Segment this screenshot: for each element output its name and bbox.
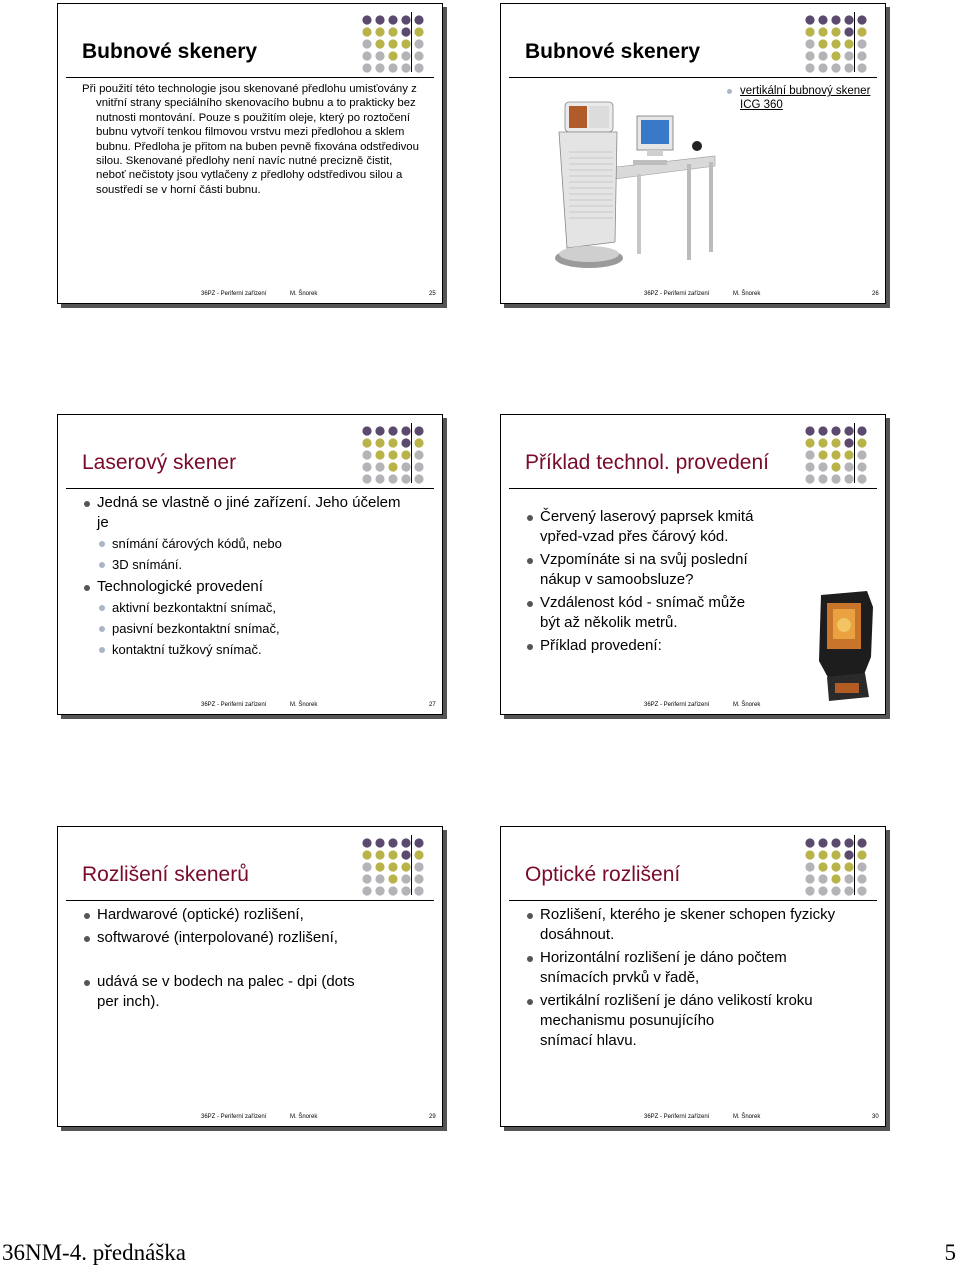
dot-icon <box>362 862 371 871</box>
dot-icon <box>375 426 384 435</box>
dot-icon <box>805 474 814 483</box>
dot-icon <box>831 438 840 447</box>
decorative-dots-icon <box>803 14 873 74</box>
divider <box>411 423 412 483</box>
dot-icon <box>818 450 827 459</box>
item-text: per inch). <box>97 993 160 1010</box>
dot-icon <box>388 474 397 483</box>
dot-icon <box>857 39 866 48</box>
dot-icon <box>831 15 840 24</box>
dot-icon <box>362 51 371 60</box>
dot-icon <box>831 51 840 60</box>
slide-body <box>525 507 815 659</box>
slide-title: Bubnové skenery <box>82 40 258 63</box>
dot-icon <box>362 39 371 48</box>
dot-icon <box>401 450 410 459</box>
list-item <box>82 577 438 658</box>
dot-icon <box>401 63 410 72</box>
dot-icon <box>414 426 423 435</box>
divider <box>854 12 855 72</box>
item-text: Červený laserový paprsek kmitá <box>540 508 754 525</box>
footer-course: 36PZ - Periferní zařízení <box>644 291 710 297</box>
item-text: Horizontální rozlišení je dáno počtem <box>540 949 787 966</box>
dot-icon <box>375 874 384 883</box>
dot-icon <box>388 15 397 24</box>
footer-page: 30 <box>872 1114 879 1120</box>
scanner-caption <box>725 84 870 112</box>
item-text: vertikální rozlišení je dáno velikostí kroku <box>540 992 813 1009</box>
sub-item: kontaktní tužkový snímač. <box>97 641 438 658</box>
dot-icon <box>375 63 384 72</box>
dot-icon <box>857 874 866 883</box>
item-text: softwarové (interpolované) rozlišení, <box>97 929 338 946</box>
item-text: být až několik metrů. <box>540 614 678 631</box>
dot-icon <box>414 39 423 48</box>
dot-icon <box>818 838 827 847</box>
divider <box>509 900 877 901</box>
dot-icon <box>831 39 840 48</box>
item-text: Příklad provedení: <box>540 637 662 654</box>
dot-icon <box>414 874 423 883</box>
dot-icon <box>401 474 410 483</box>
dot-icon <box>414 838 423 847</box>
dot-icon <box>818 426 827 435</box>
slide-27 <box>57 414 443 715</box>
dot-icon <box>805 426 814 435</box>
slide-28 <box>500 414 886 715</box>
dot-icon <box>388 426 397 435</box>
dot-icon <box>375 886 384 895</box>
dot-icon <box>401 838 410 847</box>
list-item <box>82 972 422 1012</box>
sub-item: aktivní bezkontaktní snímač, <box>97 599 438 616</box>
dot-icon <box>844 63 853 72</box>
dot-icon <box>414 474 423 483</box>
dot-icon <box>857 426 866 435</box>
dot-icon <box>388 874 397 883</box>
dot-icon <box>831 63 840 72</box>
dot-icon <box>362 426 371 435</box>
dot-icon <box>805 838 814 847</box>
caption-text: vertikální bubnový skener <box>740 85 871 97</box>
dot-icon <box>857 27 866 36</box>
dot-icon <box>857 838 866 847</box>
text-line: soustředí se v horní části bubnu. <box>96 183 261 196</box>
item-text: Jedná se vlastně o jiné zařízení. Jeho účelem <box>97 494 401 511</box>
list-item <box>525 593 815 633</box>
dot-icon <box>844 850 853 859</box>
footer-page: 25 <box>429 291 436 297</box>
dot-icon <box>401 874 410 883</box>
dot-icon <box>388 850 397 859</box>
dot-icon <box>401 850 410 859</box>
dot-icon <box>844 438 853 447</box>
dot-icon <box>844 27 853 36</box>
list-item <box>725 84 870 112</box>
dot-icon <box>844 426 853 435</box>
dot-icon <box>414 27 423 36</box>
dot-icon <box>388 462 397 471</box>
dot-icon <box>857 450 866 459</box>
decorative-dots-icon <box>360 425 430 485</box>
dot-icon <box>857 438 866 447</box>
dot-icon <box>362 27 371 36</box>
slide-body <box>82 82 422 197</box>
dot-icon <box>401 51 410 60</box>
dot-icon <box>362 15 371 24</box>
footer-page: 26 <box>872 291 879 297</box>
dot-icon <box>805 850 814 859</box>
dot-icon <box>818 39 827 48</box>
footer-course: 36PZ - Periferní zařízení <box>201 702 267 708</box>
list-item <box>525 550 815 590</box>
list-item <box>525 507 815 547</box>
dot-icon <box>401 27 410 36</box>
dot-icon <box>818 462 827 471</box>
slide-29 <box>57 826 443 1127</box>
dot-icon <box>375 450 384 459</box>
dot-icon <box>805 39 814 48</box>
dot-icon <box>388 39 397 48</box>
dot-icon <box>388 438 397 447</box>
dot-icon <box>831 462 840 471</box>
dot-icon <box>375 27 384 36</box>
list-item <box>525 905 881 945</box>
slide-30 <box>500 826 886 1127</box>
decorative-dots-icon <box>803 837 873 897</box>
dot-icon <box>805 862 814 871</box>
dot-icon <box>818 63 827 72</box>
dot-icon <box>362 874 371 883</box>
dot-icon <box>857 51 866 60</box>
footer-course: 36PZ - Periferní zařízení <box>644 1114 710 1120</box>
dot-icon <box>362 63 371 72</box>
dot-icon <box>805 51 814 60</box>
dot-icon <box>857 886 866 895</box>
slide-26 <box>500 3 886 304</box>
dot-icon <box>388 27 397 36</box>
dot-icon <box>375 838 384 847</box>
dot-icon <box>414 862 423 871</box>
laser-scanner-image <box>815 587 879 707</box>
dot-icon <box>375 474 384 483</box>
item-text: Vzpomínáte si na svůj poslední <box>540 551 748 568</box>
dot-icon <box>818 51 827 60</box>
divider <box>854 835 855 895</box>
dot-icon <box>805 450 814 459</box>
list-item <box>525 948 881 988</box>
divider <box>66 900 434 901</box>
dot-icon <box>388 886 397 895</box>
dot-icon <box>388 450 397 459</box>
dot-icon <box>414 462 423 471</box>
dot-icon <box>375 51 384 60</box>
text-line: bubnu vytvoří tenkou filmovou vrstvu mezi předlohou a sklem <box>96 126 405 139</box>
dot-icon <box>375 850 384 859</box>
sub-item: snímání čárových kódů, nebo <box>97 535 438 552</box>
dot-icon <box>388 63 397 72</box>
dot-icon <box>414 886 423 895</box>
caption-model: ICG 360 <box>740 99 783 111</box>
dot-icon <box>818 850 827 859</box>
dot-icon <box>388 838 397 847</box>
footer-author: M. Šnorek <box>733 291 761 297</box>
slide-body <box>82 905 422 1015</box>
footer-course: 36PZ - Periferní zařízení <box>644 702 710 708</box>
dot-icon <box>401 862 410 871</box>
dot-icon <box>414 450 423 459</box>
slide-title: Laserový skener <box>82 451 237 474</box>
dot-icon <box>362 474 371 483</box>
dot-icon <box>818 862 827 871</box>
dot-icon <box>362 438 371 447</box>
item-text: snímací hlavu. <box>540 1032 637 1049</box>
list-item <box>82 928 422 948</box>
text-line: Při použití této technologie jsou skenované předlohu umisťovány z <box>82 83 417 95</box>
dot-icon <box>844 886 853 895</box>
text-line: nutnosti montování. Pouze s použitím oleje, který po roztočení <box>96 111 411 124</box>
dot-icon <box>805 63 814 72</box>
list-item <box>525 636 815 656</box>
slide-body <box>525 905 881 1054</box>
footer-author: M. Šnorek <box>733 1114 761 1120</box>
dot-icon <box>831 27 840 36</box>
dot-icon <box>844 39 853 48</box>
dot-icon <box>857 15 866 24</box>
dot-icon <box>401 39 410 48</box>
footer-author: M. Šnorek <box>290 702 318 708</box>
footer-author: M. Šnorek <box>290 291 318 297</box>
dot-icon <box>375 462 384 471</box>
dot-icon <box>831 838 840 847</box>
dot-icon <box>401 886 410 895</box>
dot-icon <box>844 450 853 459</box>
decorative-dots-icon <box>803 425 873 485</box>
dot-icon <box>844 51 853 60</box>
dot-icon <box>805 15 814 24</box>
dot-icon <box>831 426 840 435</box>
dot-icon <box>831 850 840 859</box>
dot-icon <box>818 474 827 483</box>
slide-title: Příklad technol. provedení <box>525 451 769 474</box>
text-line: silou. Skenované předlohy není navíc nutné precizně čistit, <box>96 155 393 168</box>
dot-icon <box>844 838 853 847</box>
divider <box>509 77 877 78</box>
decorative-dots-icon <box>360 837 430 897</box>
dot-icon <box>401 426 410 435</box>
divider <box>411 12 412 72</box>
list-item <box>525 991 881 1051</box>
slide-title: Rozlišení skenerů <box>82 863 249 886</box>
page-label: 36NM-4. přednáška <box>2 1240 186 1265</box>
dot-icon <box>844 15 853 24</box>
footer-course: 36PZ - Periferní zařízení <box>201 1114 267 1120</box>
text-line: bubnu. Předloha je přitom na buben pevně fixována odstředivou <box>96 140 419 153</box>
footer-page: 29 <box>429 1114 436 1120</box>
dot-icon <box>362 462 371 471</box>
slide-body <box>82 493 438 662</box>
decorative-dots-icon <box>360 14 430 74</box>
dot-icon <box>401 438 410 447</box>
dot-icon <box>375 438 384 447</box>
dot-icon <box>414 51 423 60</box>
dot-icon <box>818 874 827 883</box>
dot-icon <box>831 886 840 895</box>
divider <box>509 488 877 489</box>
dot-icon <box>388 862 397 871</box>
dot-icon <box>831 862 840 871</box>
divider <box>66 488 434 489</box>
footer-author: M. Šnorek <box>290 1114 318 1120</box>
text-line: vnitřní strany speciálního skenovacího bubnu a to prakticky bez <box>96 97 416 110</box>
dot-icon <box>844 462 853 471</box>
dot-icon <box>375 15 384 24</box>
dot-icon <box>818 886 827 895</box>
dot-icon <box>401 462 410 471</box>
dot-icon <box>831 450 840 459</box>
dot-icon <box>805 886 814 895</box>
item-text: udává se v bodech na palec - dpi (dots <box>97 973 355 990</box>
item-text: mechanismu posunujícího <box>540 1012 715 1029</box>
text-line: neboť nečistoty jsou vytlačeny z předlohy odstředivou silou a <box>96 169 403 182</box>
item-text: Hardwarové (optické) rozlišení, <box>97 906 304 923</box>
drum-scanner-image <box>537 92 717 278</box>
page-number: 5 <box>944 1240 956 1265</box>
slide-title: Bubnové skenery <box>525 40 701 63</box>
dot-icon <box>414 15 423 24</box>
divider <box>66 77 434 78</box>
dot-icon <box>362 838 371 847</box>
dot-icon <box>818 15 827 24</box>
sub-item: 3D snímání. <box>97 556 438 573</box>
slide-25 <box>57 3 443 304</box>
dot-icon <box>857 474 866 483</box>
divider <box>411 835 412 895</box>
item-text: Vzdálenost kód - snímač může <box>540 594 746 611</box>
divider <box>854 423 855 483</box>
sub-item: pasivní bezkontaktní snímač, <box>97 620 438 637</box>
dot-icon <box>857 63 866 72</box>
footer-page: 27 <box>429 702 436 708</box>
dot-icon <box>831 874 840 883</box>
dot-icon <box>805 27 814 36</box>
item-text: Technologické provedení <box>97 578 263 595</box>
dot-icon <box>362 450 371 459</box>
list-item <box>82 493 438 573</box>
dot-icon <box>375 39 384 48</box>
dot-icon <box>857 850 866 859</box>
item-text: nákup v samoobsluze? <box>540 571 694 588</box>
dot-icon <box>844 862 853 871</box>
footer-author: M. Šnorek <box>733 702 761 708</box>
item-text: Rozlišení, kterého je skener schopen fyzicky <box>540 906 836 923</box>
dot-icon <box>818 27 827 36</box>
list-item <box>82 905 422 925</box>
dot-icon <box>857 862 866 871</box>
dot-icon <box>401 15 410 24</box>
item-text: dosáhnout. <box>540 926 615 943</box>
dot-icon <box>844 874 853 883</box>
dot-icon <box>414 438 423 447</box>
item-text: snímacích prvků v řadě, <box>540 969 700 986</box>
dot-icon <box>805 462 814 471</box>
dot-icon <box>362 886 371 895</box>
dot-icon <box>805 438 814 447</box>
dot-icon <box>414 850 423 859</box>
dot-icon <box>805 874 814 883</box>
item-text: je <box>97 514 109 531</box>
dot-icon <box>362 850 371 859</box>
item-text: vpřed-vzad přes čárový kód. <box>540 528 729 545</box>
dot-icon <box>857 462 866 471</box>
dot-icon <box>414 63 423 72</box>
dot-icon <box>818 438 827 447</box>
footer-course: 36PZ - Periferní zařízení <box>201 291 267 297</box>
dot-icon <box>831 474 840 483</box>
dot-icon <box>844 474 853 483</box>
dot-icon <box>388 51 397 60</box>
dot-icon <box>375 862 384 871</box>
slide-title: Optické rozlišení <box>525 863 681 886</box>
